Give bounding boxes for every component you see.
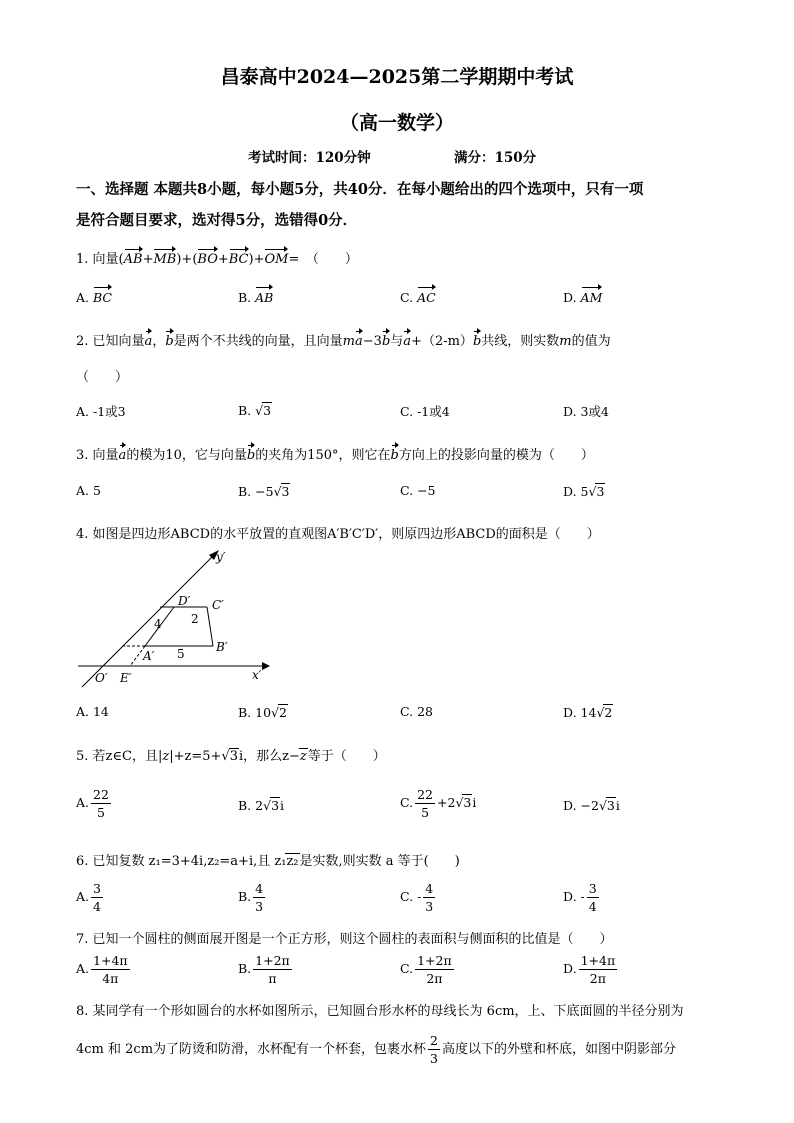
q6-option-d: D. - $\frac{3}{4}$ — [563, 881, 597, 914]
label-a: A′ — [143, 649, 155, 663]
q2-option-b: B. √3 — [238, 403, 272, 418]
q7-option-d: D. $\frac{1+4\pi}{2\pi}$ — [563, 953, 616, 986]
question-2-paren: （ ） — [76, 370, 129, 385]
y-axis-label: y′ — [216, 550, 226, 564]
q2-option-d: D. 3或4 — [563, 404, 609, 419]
q4-option-c: C. 28 — [400, 704, 433, 719]
x-axis-label: x′ — [252, 668, 262, 682]
q3-option-a: A. 5 — [76, 483, 101, 498]
page-subtitle: （高一数学） — [339, 112, 454, 134]
question-7: 7. 已知一个圆柱的侧面展开图是一个正方形，则这个圆柱的表面积与侧面积的比值是（ ） — [76, 932, 613, 947]
q1-option-b: B. AB — [238, 287, 273, 305]
q2-option-c: C. -1或4 — [400, 404, 450, 419]
edge-cb — [207, 607, 213, 646]
question-8-line1: 8. 某同学有一个形如圆台的水杯如图所示，已知圆台形水杯的母线长为 6cm，上、下底面圆的半径分别为 — [76, 1004, 684, 1019]
question-2: 2. 已知向量a，b是两个不共线的向量，且向量ma−3b与a+（2-m）b共线，则实数m的值为 — [76, 330, 611, 349]
q3-option-b: B. −5√3 — [238, 484, 290, 499]
q1-option-a: A. BC — [76, 287, 112, 305]
q5-option-b: B. 2√3i — [238, 798, 285, 813]
q5-option-c: C. $\frac{22}{5}$ +2√3i — [400, 787, 477, 820]
q6-option-c: C. - $\frac{4}{3}$ — [400, 881, 434, 914]
q4-figure — [70, 545, 280, 690]
q5-option-d: D. −2√3i — [563, 798, 620, 813]
full-score: 满分：150分 — [454, 150, 537, 166]
q3-option-d: D. 5√3 — [563, 484, 605, 499]
question-5: 5. 若z∈C，且|z|+z=5+√3i，那么z−z等于（ ） — [76, 749, 386, 764]
q5-option-a: A. $\frac{22}{5}$ — [76, 787, 109, 820]
length-5: 5 — [177, 647, 185, 661]
question-4: 4. 如图是四边形ABCD的水平放置的直观图A′B′C′D′，则原四边形ABCD的面积是（ ） — [76, 527, 600, 542]
question-3: 3. 向量a的模为10，它与向量b的夹角为150°，则它在b方向上的投影向量的模为（ ） — [76, 444, 594, 463]
label-e: E′ — [120, 671, 132, 685]
label-d: D′ — [178, 594, 191, 608]
length-4: 4 — [154, 617, 162, 631]
question-8-line2: 4cm 和 2cm为了防烫和防滑，水杯配有一个杯套，包裹水杯 $\frac{2}{3}$ 高度以下的外壁和杯底，如图中阴影部分 — [76, 1033, 676, 1066]
q4-option-b: B. 10√2 — [238, 705, 287, 720]
label-b: B′ — [216, 640, 228, 654]
q7-option-a: A. $\frac{1+4\pi}{4\pi}$ — [76, 953, 128, 986]
q4-option-a: A. 14 — [76, 704, 109, 719]
length-2: 2 — [191, 612, 199, 626]
q7-option-b: B. $\frac{1+2\pi}{\pi}$ — [238, 953, 290, 986]
exam-time: 考试时间：120分钟 — [248, 150, 371, 166]
question-6: 6. 已知复数 z₁=3+4i,z₂=a+i,且 z₁z₂是实数,则实数 a 等于( ) — [76, 854, 460, 869]
q3-option-c: C. −5 — [400, 483, 436, 498]
question-1: 1. 向量(AB+MB)+(BO+BC)+OM= （ ） — [76, 248, 358, 267]
x-axis-arrow-icon — [262, 662, 270, 670]
section-heading-line1: 一、选择题 本题共8小题，每小题5分，共40分．在每小题给出的四个选项中，只有一项 — [76, 181, 644, 198]
q6-option-a: A. $\frac{3}{4}$ — [76, 881, 101, 914]
q2-option-a: A. -1或3 — [76, 404, 126, 419]
q1-option-c: C. AC — [400, 287, 436, 305]
q1-option-d: D. AM — [563, 287, 602, 305]
label-o: O′ — [95, 671, 108, 685]
page-title: 昌泰高中2024—2025第二学期期中考试 — [220, 66, 574, 88]
q4-option-d: D. 14√2 — [563, 705, 613, 720]
q1-stem: 1. 向量 — [76, 252, 119, 267]
label-c: C′ — [212, 598, 224, 612]
q7-option-c: C. $\frac{1+2\pi}{2\pi}$ — [400, 953, 452, 986]
section-heading-line2: 是符合题目要求，选对得5分，选错得0分． — [76, 212, 358, 229]
q6-option-b: B. $\frac{4}{3}$ — [238, 881, 264, 914]
